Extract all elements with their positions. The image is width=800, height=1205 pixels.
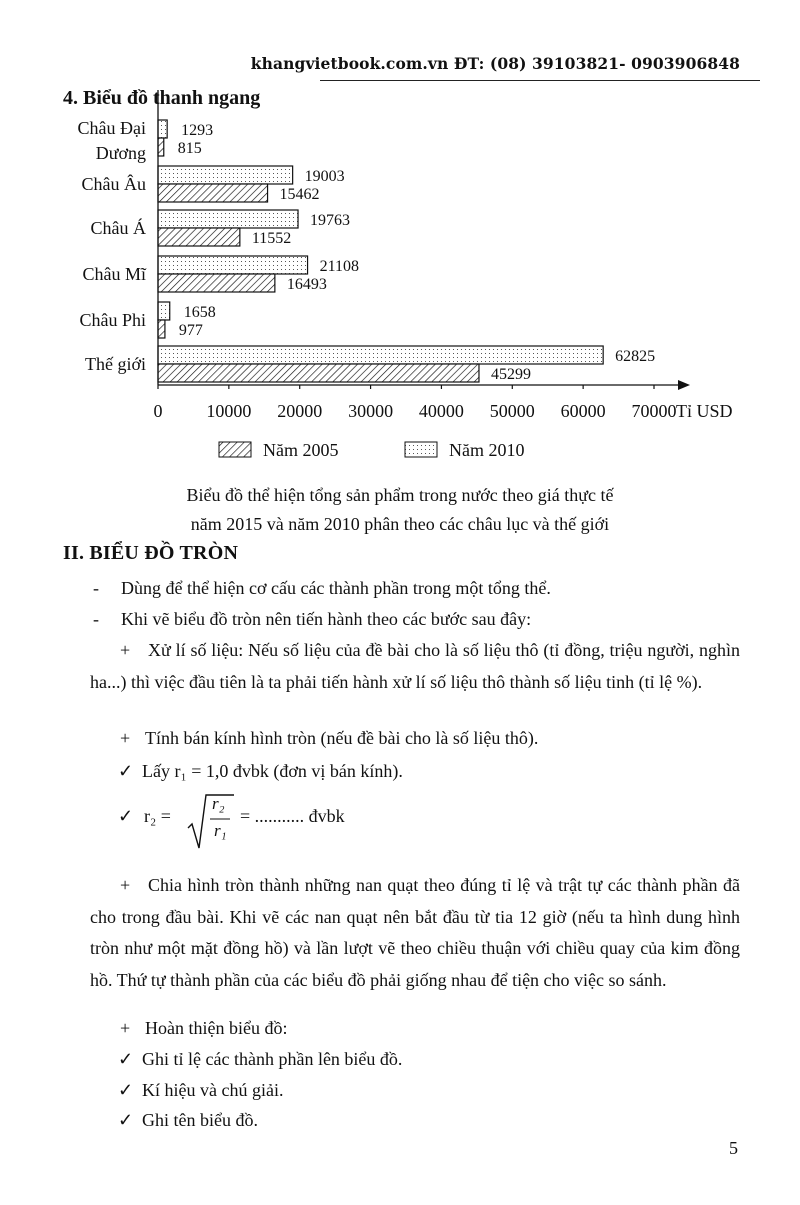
x-tick-label: 70000 xyxy=(631,401,677,421)
plus-marker: + xyxy=(120,640,131,660)
x-tick-label: 40000 xyxy=(418,401,464,421)
data-label: 62825 xyxy=(615,348,656,365)
bullet-item xyxy=(93,607,531,631)
x-tick-label: 30000 xyxy=(348,401,394,421)
data-label: 1293 xyxy=(181,122,214,139)
plus-marker: + xyxy=(120,875,131,895)
data-label: 815 xyxy=(177,140,202,157)
data-label: 16493 xyxy=(286,276,327,293)
formula-denominator: r₁ xyxy=(214,821,227,840)
data-label: 15462 xyxy=(279,186,320,203)
category-label: Châu Âu xyxy=(81,174,146,194)
check-item xyxy=(118,1108,258,1132)
check-text: Ghi tỉ lệ các thành phần lên biểu đồ. xyxy=(142,1049,403,1069)
square-root-icon xyxy=(186,792,236,850)
category-label: Dương xyxy=(95,143,146,163)
step-finish xyxy=(120,1016,287,1040)
step-text: Xử lí số liệu: Nếu số liệu của đề bài cho là số liệu thô (tỉ đồng, triệu người, nghìn ha...) thì việc đầu tiên là ta phải tiến hành xử lí số liệu thô thành số liệu tinh (tỉ lệ %). xyxy=(90,640,740,692)
category-label: Châu Phi xyxy=(79,310,146,330)
page-number: 5 xyxy=(729,1138,738,1158)
chart-caption-line-2: năm 2015 và năm 2010 phân theo các châu lục và thế giới xyxy=(190,514,610,534)
check-item xyxy=(118,1078,283,1102)
checkmark-icon: ✓ xyxy=(118,1080,134,1100)
plus-marker: + xyxy=(120,1018,131,1038)
bullet-item xyxy=(93,576,551,600)
bar-2010 xyxy=(158,256,308,274)
check-item xyxy=(118,759,403,783)
data-label: 45299 xyxy=(490,366,531,383)
step-processing-data xyxy=(90,635,740,698)
legend-label: Năm 2010 xyxy=(449,440,525,460)
data-label: 19003 xyxy=(304,168,345,185)
step-divide-circle xyxy=(90,870,740,996)
step-text: Chia hình tròn thành những nan quạt theo đúng tỉ lệ và trật tự các thành phần đã cho trong đầu bài. Khi vẽ các nan quạt nên bắt đầu từ tia 12 giờ (nếu ta hình dung hình tròn như một mặt đồng hồ) và lần lượt vẽ theo chiều thuận với chiều quay của kim đồng hồ. Thứ tự thành phần của các biểu đồ phải giống nhau để tiện cho việc so sánh. xyxy=(90,875,740,990)
checkmark-icon: ✓ xyxy=(118,1110,134,1130)
check-item xyxy=(118,1047,402,1071)
section-title: 4. Biểu đồ thanh ngang xyxy=(63,87,261,109)
x-tick-label: 10000 xyxy=(206,401,252,421)
bar-2005 xyxy=(158,320,165,338)
axis-arrow-icon xyxy=(678,380,690,390)
category-label: Thế giới xyxy=(84,354,146,374)
check-text: Kí hiệu và chú giải. xyxy=(142,1080,284,1100)
category-label: Châu Đại xyxy=(77,118,146,138)
bar-2005 xyxy=(158,274,275,292)
category-label: Châu Mĩ xyxy=(82,264,146,284)
checkmark-icon: ✓ xyxy=(118,761,134,781)
data-label: 11552 xyxy=(251,230,292,247)
step-radius xyxy=(120,726,538,750)
bar-2005 xyxy=(158,228,240,246)
bar-2010 xyxy=(158,346,603,364)
checkmark-icon: ✓ xyxy=(118,1049,134,1069)
data-label: 21108 xyxy=(319,258,359,275)
section-heading: II. BIỂU ĐỒ TRÒN xyxy=(63,542,239,564)
bar-2005 xyxy=(158,138,164,156)
data-label: 19763 xyxy=(310,212,351,229)
dash-marker: - xyxy=(93,578,99,598)
check-text: Lấy r₁ = 1,0 đvbk (đơn vị bán kính). xyxy=(142,761,403,781)
step-text: Hoàn thiện biểu đồ: xyxy=(145,1018,288,1038)
data-label: 977 xyxy=(178,322,203,339)
x-tick-label: 20000 xyxy=(277,401,323,421)
bullet-text: Dùng để thể hiện cơ cấu các thành phần trong một tổng thể. xyxy=(121,578,551,598)
bar-2010 xyxy=(158,120,167,138)
bar-2010 xyxy=(158,166,293,184)
bar-2005 xyxy=(158,184,268,202)
horizontal-bar-chart xyxy=(0,0,800,470)
data-label: 1658 xyxy=(183,304,216,321)
category-label: Châu Á xyxy=(90,218,146,238)
checkmark-icon: ✓ xyxy=(118,806,134,826)
formula-lhs: r₂ = xyxy=(144,806,171,826)
x-tick-label: 0 xyxy=(153,401,163,421)
formula-numerator: r₂ xyxy=(212,794,225,813)
formula-rhs: = ........... đvbk xyxy=(240,806,345,826)
dash-marker: - xyxy=(93,609,99,629)
legend-swatch-hatched xyxy=(219,442,251,457)
bar-2010 xyxy=(158,302,170,320)
step-text: Tính bán kính hình tròn (nếu đề bài cho là số liệu thô). xyxy=(145,728,539,748)
bar-2005 xyxy=(158,364,479,382)
check-text: Ghi tên biểu đồ. xyxy=(142,1110,258,1130)
x-tick-label: 50000 xyxy=(489,401,535,421)
chart-caption-line-1: Biểu đồ thể hiện tổng sản phẩm trong nước theo giá thực tế xyxy=(186,485,614,505)
header-text: khangvietbook.com.vn ĐT: (08) 39103821- 0903906848 xyxy=(250,54,740,73)
legend-swatch-dotted xyxy=(405,442,437,457)
plus-marker: + xyxy=(120,728,131,748)
x-tick-label: 60000 xyxy=(560,401,606,421)
bar-2010 xyxy=(158,210,298,228)
x-axis-label: Tỉ USD xyxy=(676,401,733,421)
legend-label: Năm 2005 xyxy=(263,440,339,460)
bullet-text: Khi vẽ biểu đồ tròn nên tiến hành theo các bước sau đây: xyxy=(121,609,532,629)
